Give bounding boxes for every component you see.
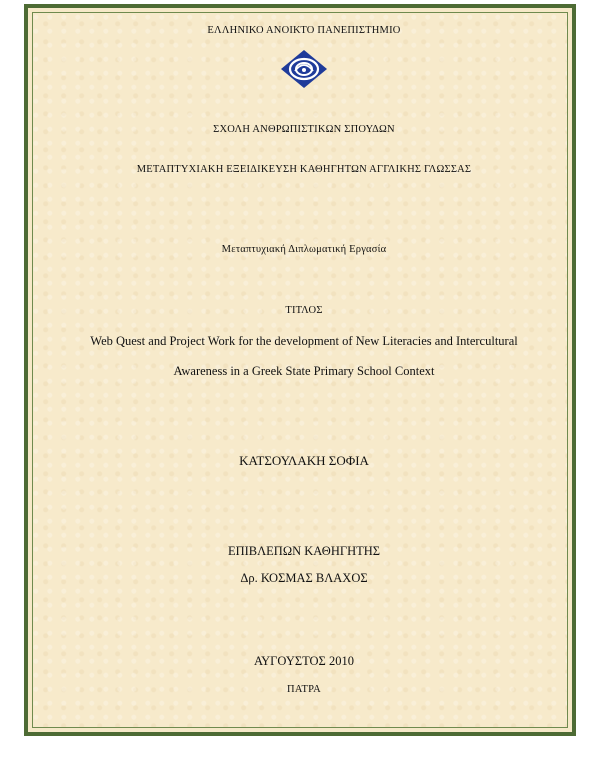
thesis-title-line-2: Awareness in a Greek State Primary School Context [173, 364, 435, 378]
thesis-title-line-1: Web Quest and Project Work for the development of New Literacies and Intercultural [90, 334, 518, 348]
page-border [24, 4, 576, 736]
thesis-type: Μεταπτυχιακή Διπλωματική Εργασία [221, 244, 387, 255]
program-name: ΜΕΤΑΠΤΥΧΙΑΚΗ ΕΞΕΙΔΙΚΕΥΣΗ ΚΑΘΗΓΗΤΩΝ ΑΓΓΛΙΚΗΣ ΓΛΩΣΣΑΣ [136, 164, 472, 175]
university-emblem-icon [280, 49, 328, 89]
title-label: ΤΙΤΛΟΣ [285, 305, 323, 316]
city-name: ΠΑΤΡΑ [287, 684, 321, 695]
university-name: ΕΛΛΗΝΙΚΟ ΑΝΟΙΚΤΟ ΠΑΝΕΠΙΣΤΗΜΙΟ [207, 25, 401, 36]
submission-date: ΑΥΓΟΥΣΤΟΣ 2010 [254, 654, 354, 668]
supervisor-label: ΕΠΙΒΛΕΠΩΝ ΚΑΘΗΓΗΤΗΣ [227, 544, 381, 558]
supervisor-name: Δρ. ΚΟΣΜΑΣ ΒΛΑΧΟΣ [240, 571, 368, 585]
school-name: ΣΧΟΛΗ ΑΝΘΡΩΠΙΣΤΙΚΩΝ ΣΠΟΥΔΩΝ [213, 124, 395, 135]
author-name: ΚΑΤΣΟΥΛΑΚΗ ΣΟΦΙΑ [239, 453, 369, 468]
